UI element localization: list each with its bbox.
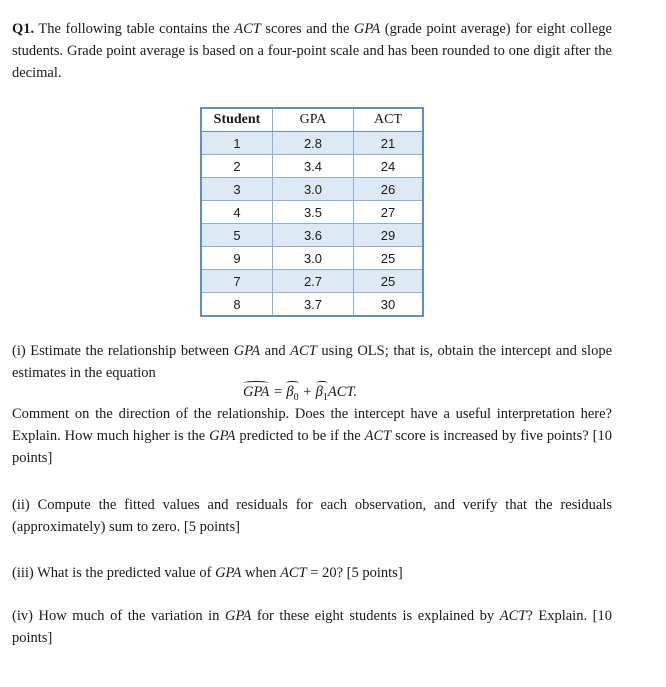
table-row bbox=[201, 155, 423, 178]
cell-act: 29 bbox=[354, 224, 424, 247]
question-text: (iii) What is the predicted value of bbox=[12, 565, 216, 581]
table-row bbox=[201, 201, 423, 224]
question-text: predicted to be if the bbox=[235, 428, 365, 444]
cell-student: 9 bbox=[201, 247, 273, 270]
gpa-term: GPA bbox=[215, 565, 242, 581]
cell-gpa: 2.7 bbox=[273, 270, 354, 293]
act-term: ACT bbox=[290, 343, 317, 359]
cell-gpa: 3.0 bbox=[273, 247, 354, 270]
eq-beta0 bbox=[286, 384, 298, 403]
beta-subscript: 1 bbox=[322, 391, 328, 403]
act-term: ACT bbox=[364, 428, 392, 444]
table-row bbox=[201, 247, 423, 270]
eq-plus: + bbox=[298, 384, 316, 400]
intro-text: scores and the bbox=[260, 21, 354, 37]
cell-student: 7 bbox=[201, 270, 273, 293]
question-iii bbox=[12, 562, 612, 584]
question-text: score is increased by five points? [10 points] bbox=[12, 428, 612, 466]
gpa-term: GPA bbox=[209, 428, 236, 444]
header-student: Student bbox=[201, 108, 273, 132]
table-row bbox=[201, 270, 423, 293]
question-number: Q1. bbox=[12, 21, 35, 37]
question-text: ? Explain. [10 points] bbox=[12, 608, 612, 646]
cell-act: 21 bbox=[354, 132, 424, 155]
eq-equals: = bbox=[269, 384, 287, 400]
table-header-row bbox=[201, 108, 423, 132]
act-term: ACT bbox=[280, 565, 307, 581]
cell-act: 24 bbox=[354, 155, 424, 178]
regression-equation bbox=[243, 384, 357, 403]
gpa-act-table bbox=[200, 107, 424, 317]
cell-act: 30 bbox=[354, 293, 424, 317]
question-ii: (ii) Compute the fitted values and residuals for each observation, and verify that the residuals (approximately) sum to zero. [5 points] bbox=[12, 497, 612, 535]
gpa-term: GPA bbox=[225, 608, 252, 624]
cell-act: 26 bbox=[354, 178, 424, 201]
cell-student: 3 bbox=[201, 178, 273, 201]
header-act: ACT bbox=[354, 108, 424, 132]
gpa-term: GPA bbox=[233, 343, 261, 359]
table-row bbox=[201, 132, 423, 155]
question-text: for these eight students is explained by bbox=[251, 608, 500, 624]
table-row bbox=[201, 178, 423, 201]
eq-rhs: ACT. bbox=[327, 384, 358, 400]
question-text: (iv) How much of the variation in bbox=[12, 608, 226, 624]
cell-gpa: 3.4 bbox=[273, 155, 354, 178]
beta-symbol: β bbox=[286, 384, 294, 400]
cell-gpa: 2.8 bbox=[273, 132, 354, 155]
question-intro bbox=[12, 18, 612, 84]
act-term: ACT bbox=[499, 608, 527, 624]
question-text: when bbox=[241, 565, 281, 581]
beta-subscript: 0 bbox=[293, 391, 299, 403]
question-text: = 20? [5 points] bbox=[306, 565, 403, 581]
question-text: and bbox=[260, 343, 291, 359]
question-text: (i) Estimate the relationship between bbox=[12, 343, 234, 359]
table-row bbox=[201, 293, 423, 317]
cell-student: 5 bbox=[201, 224, 273, 247]
beta-symbol: β bbox=[315, 384, 323, 400]
cell-student: 8 bbox=[201, 293, 273, 317]
cell-student: 1 bbox=[201, 132, 273, 155]
act-term: ACT bbox=[234, 21, 261, 37]
cell-student: 4 bbox=[201, 201, 273, 224]
eq-lhs: GPA bbox=[243, 384, 270, 400]
question-i-part1 bbox=[12, 340, 612, 384]
cell-act: 25 bbox=[354, 247, 424, 270]
cell-student: 2 bbox=[201, 155, 273, 178]
intro-text: The following table contains the bbox=[34, 21, 235, 37]
cell-act: 27 bbox=[354, 201, 424, 224]
header-gpa: GPA bbox=[273, 108, 354, 132]
table-row bbox=[201, 224, 423, 247]
question-i-part2 bbox=[12, 403, 612, 469]
question-text: Comment on the direction of the relationship. Does the intercept have a useful interpretation here? Explain. How much higher is the bbox=[12, 406, 612, 444]
cell-act: 25 bbox=[354, 270, 424, 293]
cell-gpa: 3.7 bbox=[273, 293, 354, 317]
cell-gpa: 3.0 bbox=[273, 178, 354, 201]
gpa-term: GPA bbox=[353, 21, 381, 37]
cell-gpa: 3.5 bbox=[273, 201, 354, 224]
cell-gpa: 3.6 bbox=[273, 224, 354, 247]
question-iv bbox=[12, 605, 612, 649]
intro-text: (grade point average) for eight college students. Grade point average is based on a four-point scale and has been rounded to one digit after the decimal. bbox=[12, 21, 612, 81]
eq-beta1 bbox=[316, 384, 328, 403]
question-text: using OLS; that is, obtain the intercept and slope estimates in the equation bbox=[12, 343, 613, 381]
